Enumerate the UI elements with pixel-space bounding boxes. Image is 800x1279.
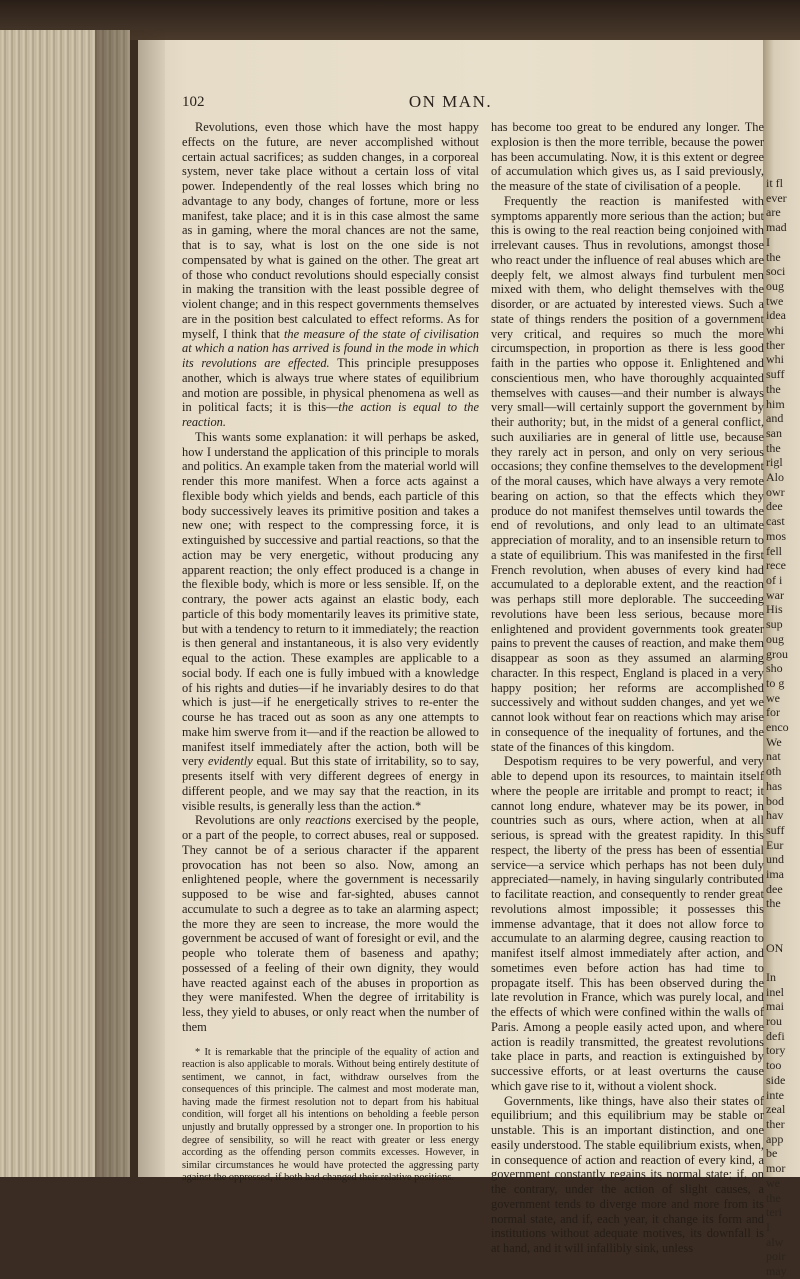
paragraph: Revolutions, even those which have the most happy effects on the future, are never accomplished without certain actual sacrifices; as sudden changes, in a corporeal system, never take place without a certain loss of vital power. Independently of the real losses which bring no advantage to any body, changes of fortune, more or less manifest, take place; and it is in this case almost the same as in gaming, where the moral chances are not the same, that is to say, what is lost on the one side is not compensated by what is gained on the other. The great art of those who conduct revolutions should especially consist in making the transition with the least possible degree of violent change; and in this respect governments themselves are in the position best calculated to effect reforms. As for myself, I think that the measure of the state of civilisation at which a nation has arrived is found in the mode in which its revolutions are effected. This principle presupposes another, which is always true where states of equilibrium and motion are possible, in physical phenomena as well as in political facts; it is this—the action is equal to the reaction. xyxy=(182,120,479,429)
next-page-fragment: ther xyxy=(766,1117,785,1131)
next-page-fragment: whi xyxy=(766,323,784,338)
left-text-column xyxy=(182,120,479,1184)
next-page-fragment: the xyxy=(766,896,781,911)
next-page-fragment: rou xyxy=(766,1014,782,1029)
next-page-fragment: ever xyxy=(766,190,787,205)
next-page-fragment: the xyxy=(766,440,781,455)
next-page-fragment: mor xyxy=(766,1161,786,1176)
next-page-fragment: side xyxy=(766,1072,786,1087)
next-page-fragment: soci xyxy=(766,264,786,279)
next-page-fragment: twe xyxy=(766,293,784,308)
next-page-fragment: rigl xyxy=(766,455,783,470)
next-page-fragment: san xyxy=(766,425,782,440)
next-page-fragment: In xyxy=(766,969,776,984)
paragraph: Despotism requires to be very powerful, and very able to depend upon its resources, to maintain itself where the people are irritable and prompt to react; it cannot long endure, whatever may be its power, in countries such as ours, where action, when at all serious, is spread with the greatest rapidity. In this respect, the liberty of the press has been of essential service—a service which perhaps has not been duly appreciated—namely, in having singularly contributed to facilitate reaction, and consequently to render great revolutions almost impossible; it possesses this immense advantage, that it does not allow force to accumulate to an alarming degree, causing reaction to manifest itself almost immediately after action, and sometimes even before action has had time to propagate itself. This has been observed during the late revolution in France, which was purely local, and the effects of which were confined within the walls of Paris. Among a people easily acted upon, and where action is readily transmitted, the greatest revolutions take place in parts, and reaction is extinguished by successive efforts, or at least overturns the cause which gave rise to it, without a violent shock. xyxy=(491,754,764,1093)
next-page-fragments xyxy=(763,40,800,1279)
next-page-fragment: we xyxy=(766,1175,780,1190)
next-page-fragment: hav xyxy=(766,808,784,823)
next-page-fragment: Alo xyxy=(766,470,784,485)
next-page-fragment: are xyxy=(766,205,781,220)
next-page-fragment: of i xyxy=(766,572,783,587)
paragraph: Governments, like things, have also their states of equilibrium; and this equilibrium may be stable or unstable. This is an important distinction, and one easily understood. The stable equilibrium exists, when, in consequence of action and reaction of every kind, a government constantly regains its normal state; if, on the contrary, under the action of slight causes, a government tends to diverge more and more from its normal state, and if, each year, it change its form and institutions without adequate motives, its downfall is at hand, and it will infallibly sink, unless xyxy=(491,1093,764,1255)
next-page-fragment: whi xyxy=(766,352,784,367)
next-page-fragment: mos xyxy=(766,528,787,543)
next-page-fragment: too xyxy=(766,1058,782,1073)
next-page-fragment: has xyxy=(766,778,782,793)
next-page-fragment: fell xyxy=(766,543,782,558)
next-page-fragment: for xyxy=(766,705,780,720)
next-page-fragment: mai xyxy=(766,999,784,1014)
next-page-fragment xyxy=(763,926,800,941)
next-page-fragment: sho xyxy=(766,661,783,676)
next-page-fragment: tory xyxy=(766,1043,786,1058)
next-page-fragment: enco xyxy=(766,720,789,735)
next-page-fragment: dee xyxy=(766,881,783,896)
next-page-fragment: und xyxy=(766,852,784,867)
next-page-fragment: ther xyxy=(766,337,785,352)
next-page-fragment: defi xyxy=(766,1028,785,1043)
next-page-fragment: We xyxy=(766,734,782,749)
next-page-fragment: alw xyxy=(766,1234,784,1249)
next-page-fragment: mad xyxy=(766,220,787,235)
next-page-fragment: we xyxy=(766,690,780,705)
next-page-fragment: ima xyxy=(766,867,784,882)
next-page-edge xyxy=(763,40,800,1279)
next-page-fragment: bod xyxy=(766,793,784,808)
paragraph: This wants some explanation: it will perhaps be asked, how I understand the application of this principle to morals and politics. An example taken from the material world will render this more manifest. When a force acts against a flexible body which yields and bends, each particle of this body successively leaves its primitive position and takes a new one; with respect to the compressing force, it is extinguished by successive and partial reactions, so that the action may be very energetic, without producing any apparent reaction; the only effect produced is a change in the flexible body, which is more or less sensible. If, on the contrary, the power acts against an elastic body, each particle of this body momentarily leaves its primitive state, but with a tendency to return to it immediately; the reaction is then general and instantaneous, it is also very evidently equal to the action. These examples are applicable to a social body. If each one is fully imbued with a knowledge of his rights and duties—if he invariably desires to do that which is just—if he energetically strives to re-enter the course he has traced out as soon as any one attempts to make him swerve from it—and if the reaction be allowed to manifest itself immediately after the action, both will be very evidently equal. But this state of irritability, so to say, presents itself with very different degrees of energy in different people, and we may say that the reaction, in its visible results, is generally less than the action.* xyxy=(182,429,479,813)
next-page-fragment: grou xyxy=(766,646,788,661)
next-page-fragment: him xyxy=(766,396,785,411)
next-page-fragment: I xyxy=(766,1219,770,1234)
next-page-fragment: war xyxy=(766,587,784,602)
next-page-fragment: suff xyxy=(766,367,785,382)
next-page-fragment: rece xyxy=(766,558,786,573)
next-page-fragment: may xyxy=(766,1264,787,1279)
next-page-fragment: sup xyxy=(766,617,783,632)
next-page-fragment: inel xyxy=(766,984,784,999)
right-text-column xyxy=(491,120,764,1255)
footnote: * It is remarkable that the principle of the equality of action and reaction is also applicable to morals. Without being entirely destitute of sentiment, we cannot, in fact, withdraw ourselves from the consequences of this principle. The calmest and most moderate man, having made the firmest resolution not to depart from his habitual condition, will forget all his intentions on beholding a feeble person unjustly and brutally oppressed by a stronger one. In proportion to his degree of sensibility, so will he react with greater or less energy according as the offending person commits excesses. However, in similar circumstances he would have protected the aggressing party against the oppressed, if both had changed their relative positions. xyxy=(182,1046,479,1184)
next-page-fragment: ON xyxy=(766,940,784,955)
paragraph: has become too great to be endured any longer. The explosion is then the more terrible, because the power has been accumulating. Now, it is this extent or degree of accumulation which gives us, as I said previously, the measure of the state of civilisation of a people. xyxy=(491,120,764,193)
next-page-fragment: His xyxy=(766,602,783,617)
page-number: 102 xyxy=(182,94,205,110)
next-page-fragment: dee xyxy=(766,499,783,514)
next-page-fragment: oth xyxy=(766,764,782,779)
next-page-fragment: I xyxy=(766,234,770,249)
next-page-fragment: be xyxy=(766,1146,778,1161)
next-page-fragment: teri xyxy=(766,1205,782,1220)
next-page-fragment xyxy=(763,955,800,970)
next-page-fragment: poir xyxy=(766,1249,786,1264)
next-page-fragment: app xyxy=(766,1131,784,1146)
next-page-fragment: oug xyxy=(766,631,784,646)
next-page-fragment: oug xyxy=(766,278,784,293)
page-header xyxy=(138,88,763,118)
next-page-fragment: to g xyxy=(766,675,785,690)
next-page-fragment: the xyxy=(766,249,781,264)
next-page-fragment: idea xyxy=(766,308,786,323)
paragraph: Revolutions are only reactions exercised by the people, or a part of the people, to correct abuses, real or supposed. They cannot be of a serious character if the apparent provocation has not been so also. Now, among an enlightened people, where the government is necessarily supposed to be wise and far-sighted, abuses cannot accumulate to such a degree as to take an alarming aspect; the more they are seen to increase, the more would the government be accused of want of foresight or evil, and the people who tolerate them of baseness and apathy; possessed of a feeling of their own dignity, they would have reacted against each of the abuses in proportion as they were manifested. When the degree of irritability is less, they yield to abuses, or only react when the number of them xyxy=(182,813,479,1034)
paragraph: Frequently the reaction is manifested with symptoms apparently more serious than the action; but this is owing to the real reaction being conjoined with irrelevant causes. Thus in revolutions, amongst those who react under the influence of real abuses which are deeply felt, we almost always find turbulent men mixed with them, who delight themselves with the disorder, or are actuated by interested views. Such a state of things renders the position of a government very critical, and requires so much the more circumspection, in proportion as there is less good faith in the parties who oppose it. Enlightened and conscientious men, who have thoroughly acquainted themselves with causes—and their number is always very small—will certainly support the government by their authority; but, in the midst of a general conflict, such auxiliaries are in general of little use, because they rarely act in person, and only on very serious occasions; they confine themselves to the development of the moral causes, which have always a very remote bearing on action, so that the effects which they produce do not manifest themselves until towards the end of revolutions, and only lead to an ultimate appreciation of morality, and to an insensible return to a state of equilibrium. This was manifested in the first French revolution, when abuses of every kind had accumulated to a deplorable extent, and the reaction was perhaps still more deplorable. The succeeding revolutions have been less serious, because more enlightened and provident governments took greater pains to prevent the causes of reaction, and make them disappear as soon as they assumed an alarming character. In this respect, England is placed in a very happy position; her reforms are accomplished successively and without sudden changes, and yet we cannot look without fear on reactions which may arise in consequence of the inequality of fortunes, and the state of the finances of this kingdom. xyxy=(491,193,764,754)
gutter-shadow xyxy=(95,30,165,1177)
next-page-fragment: the xyxy=(766,1190,781,1205)
next-page-fragment: owr xyxy=(766,484,785,499)
running-title: ON MAN. xyxy=(408,92,493,111)
next-page-fragment: it fl xyxy=(766,176,783,190)
next-page-fragment: nat xyxy=(766,749,781,764)
next-page-fragment: suff xyxy=(766,822,785,837)
next-page-fragment: cast xyxy=(766,514,785,529)
next-page-fragment: and xyxy=(766,411,784,426)
next-page-fragment: Eur xyxy=(766,837,784,852)
next-page-fragment: inte xyxy=(766,1087,784,1102)
next-page-fragment: the xyxy=(766,381,781,396)
next-page-fragment xyxy=(763,911,800,926)
next-page-fragment: zeal xyxy=(766,1102,786,1117)
